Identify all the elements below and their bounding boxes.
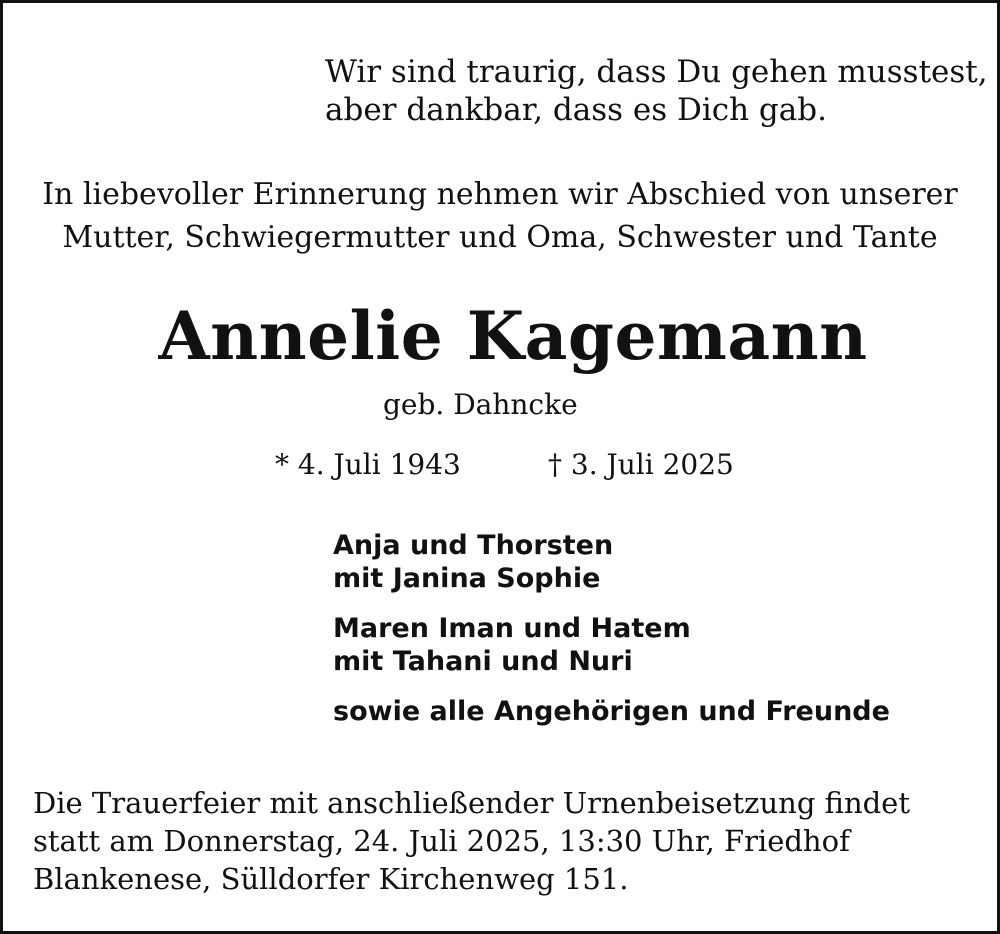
ceremony-line-3: Blankenese, Sülldorfer Kirchenweg 151.: [33, 862, 629, 896]
intro-line-2: Mutter, Schwiegermutter und Oma, Schwester und Tante: [62, 220, 938, 255]
ceremony-line-1: Die Trauerfeier mit anschließender Urnenbeisetzung findet: [33, 786, 910, 820]
motto-line-2: aber dankbar, dass es Dich gab.: [325, 92, 827, 128]
intro-line-1: In liebevoller Erinnerung nehmen wir Abschied von unserer: [42, 177, 958, 212]
mourner-line: mit Tahani und Nuri: [333, 646, 633, 677]
deceased-name: Annelie Kagemann: [158, 297, 868, 375]
mourners-list: [333, 529, 890, 728]
ceremony-line-2: statt am Donnerstag, 24. Juli 2025, 13:30 Uhr, Friedhof: [33, 824, 850, 858]
birth-name: geb. Dahncke: [383, 388, 578, 421]
death-date: † 3. Juli 2025: [548, 448, 734, 481]
mourner-group-1: [333, 529, 890, 595]
motto-line-1: Wir sind traurig, dass Du gehen musstest,: [325, 54, 988, 90]
intro-text: [3, 173, 997, 259]
birth-date: * 4. Juli 1943: [275, 448, 461, 481]
mourner-line: mit Janina Sophie: [333, 563, 601, 594]
motto-quote: [325, 53, 988, 129]
mourner-others: sowie alle Angehörigen und Freunde: [333, 696, 890, 727]
mourner-group-2: [333, 612, 890, 678]
mourner-line: Maren Iman und Hatem: [333, 613, 691, 644]
ceremony-details: [33, 784, 973, 898]
mourner-line: Anja und Thorsten: [333, 530, 614, 561]
